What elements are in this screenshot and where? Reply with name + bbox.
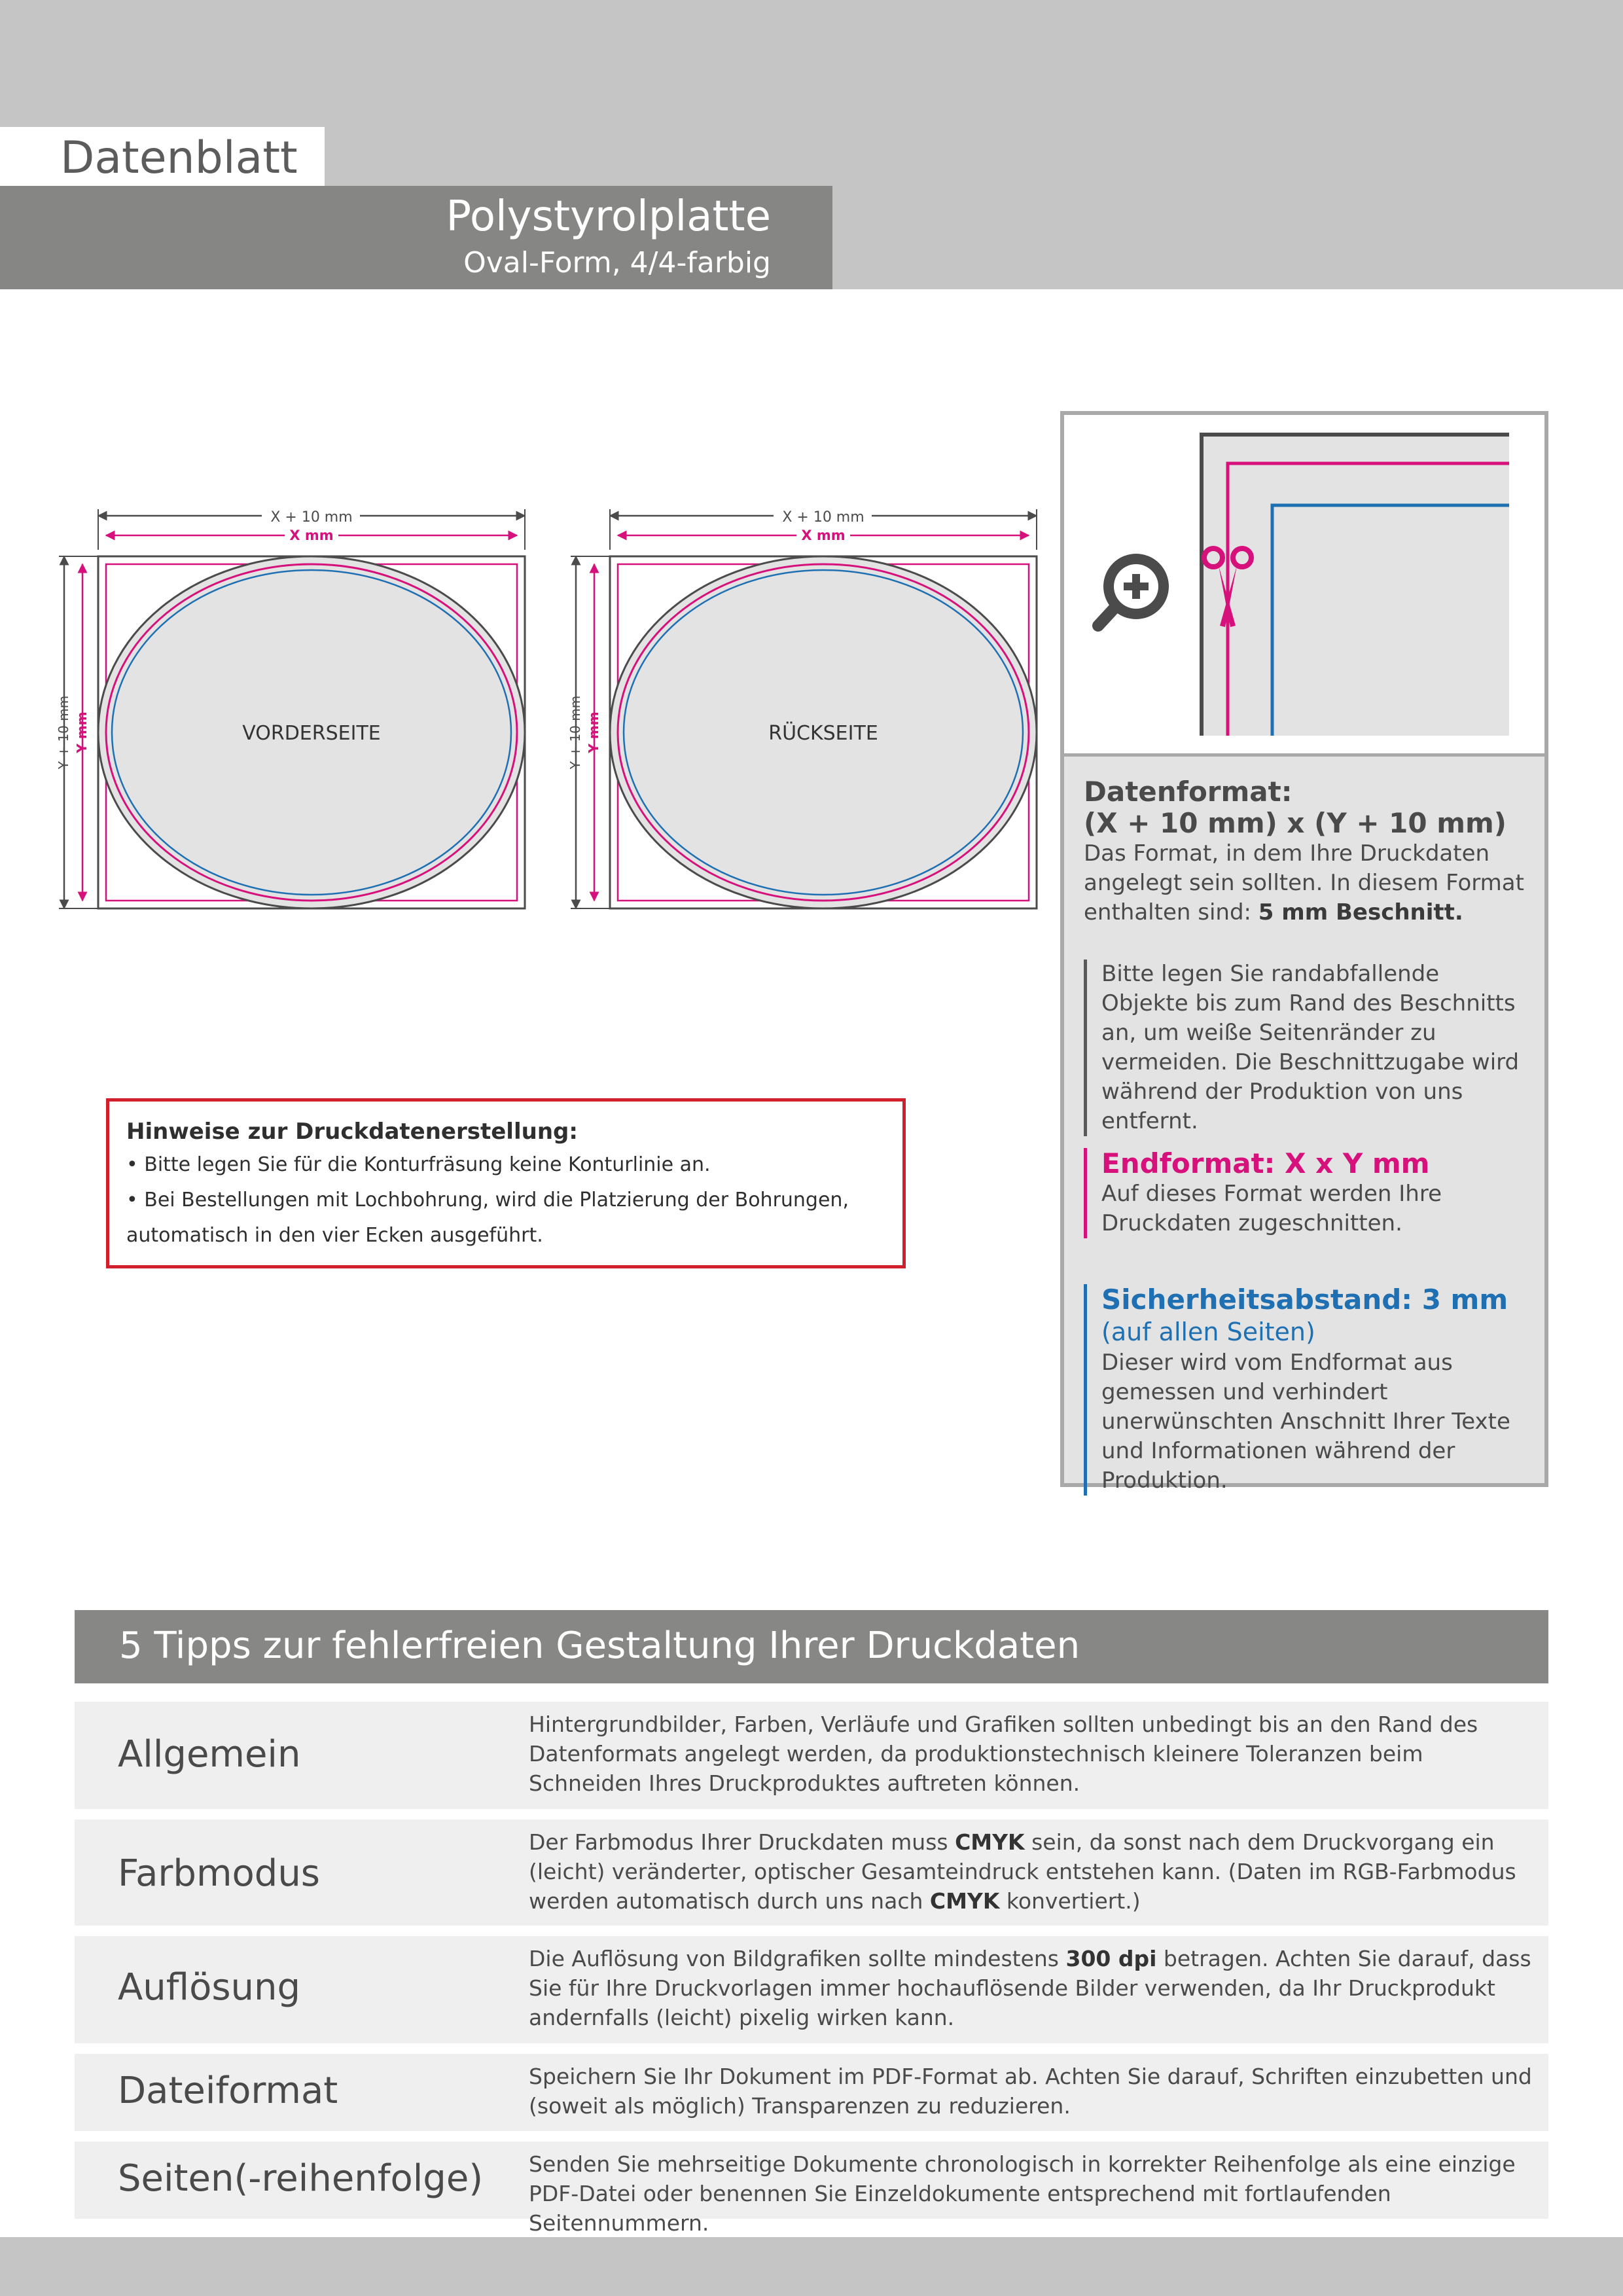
back-side-diagram <box>567 507 1037 908</box>
tip-row-aufloesung <box>75 1936 1548 2043</box>
tip-text-farbmodus: Der Farbmodus Ihrer Druckdaten muss CMYK sein, da sonst nach dem Druckvorgang ein (leicht) veränderter, optischer Gesamteindruck entstehen kann. (Daten im RGB-Farbmodus werden automatisch durch uns nach CMYK konvertiert.) <box>529 1829 1516 1914</box>
back-label-inner-width: X mm <box>801 528 846 543</box>
bleed-amount: 5 mm Beschnitt. <box>1258 899 1463 925</box>
front-label-outer-width: X + 10 mm <box>270 509 353 526</box>
safety-section <box>1084 1284 1529 1496</box>
tip-text-aufloesung: Die Auflösung von Bildgrafiken sollte mindestens 300 dpi betragen. Achten Sie darauf, dass Sie für Ihre Druckvorlagen immer hochauflösende Bilder verwenden, da Ihr Druckprodukt andernfalls (leicht) pixelig wirken kann. <box>529 1946 1531 2030</box>
format-info-box <box>1060 411 1548 1494</box>
tips-header <box>75 1610 1548 1683</box>
back-label-outer-width: X + 10 mm <box>782 509 865 526</box>
datenformat-text: Das Format, in dem Ihre Druckdaten angelegt sein sollten. In diesem Format enthalten sind: 5 mm Beschnitt. <box>1084 840 1524 925</box>
bleed-text: Bitte legen Sie randabfallende Objekte bis zum Rand des Beschnitts an, um weiße Seitenränder zu vermeiden. Die Beschnittzugabe wird während der Produktion von uns entfernt. <box>1101 961 1520 1134</box>
bleed-section <box>1084 960 1529 1136</box>
print-notes-box <box>106 1098 906 1268</box>
front-side-label: VORDERSEITE <box>242 722 381 745</box>
zoom-detail <box>1064 415 1544 757</box>
endformat-title: Endformat: X x Y mm <box>1101 1147 1430 1179</box>
endformat-section <box>1084 1148 1529 1238</box>
front-side-diagram <box>56 507 525 908</box>
datenformat-section <box>1084 776 1529 927</box>
front-label-inner-width: X mm <box>289 528 334 543</box>
footer-band <box>0 2237 1623 2296</box>
back-label-inner-height: Y mm <box>586 711 601 753</box>
datenformat-formula: (X + 10 mm) x (Y + 10 mm) <box>1084 807 1507 839</box>
product-subtitle: Oval-Form, 4/4-farbig <box>463 246 771 279</box>
back-label-outer-height: Y + 10 mm <box>567 695 583 770</box>
zoom-plus-icon <box>1098 554 1169 626</box>
tip-text-dateiformat: Speichern Sie Ihr Dokument im PDF-Format ab. Achten Sie darauf, Schriften einzubetten und (soweit als möglich) Transparenzen zu reduzieren. <box>529 2064 1532 2119</box>
sheet-label: Datenblatt <box>60 132 298 184</box>
front-label-outer-height: Y + 10 mm <box>56 695 71 770</box>
print-note-1: • Bitte legen Sie für die Konturfräsung keine Konturlinie an. <box>126 1153 711 1176</box>
tip-name-allgemein: Allgemein <box>118 1733 301 1776</box>
tip-row-dateiformat <box>75 2054 1548 2131</box>
tip-row-seiten <box>75 2142 1548 2236</box>
safety-title: Sicherheitsabstand: 3 mm <box>1101 1283 1508 1316</box>
print-note-2-cont: automatisch in den vier Ecken ausgeführt. <box>126 1224 543 1247</box>
tip-text-allgemein: Hintergrundbilder, Farben, Verläufe und Grafiken sollten unbedingt bis an den Rand des Datenformats angelegt werden, da produktionstechnisch kleinere Toleranzen beim Schneiden Ihres Druckproduktes auftreten können. <box>529 1712 1478 1796</box>
safety-subtitle: (auf allen Seiten) <box>1101 1318 1315 1346</box>
tip-row-allgemein <box>75 1702 1548 1809</box>
bleed-detail-graphic <box>1064 415 1544 753</box>
tip-name-seiten: Seiten(-reihenfolge) <box>118 2157 484 2200</box>
product-band <box>0 186 832 289</box>
product-title: Polystyrolplatte <box>446 192 771 241</box>
safety-text: Dieser wird vom Endformat aus gemessen und verhindert unerwünschten Anschnitt Ihrer Texte und Informationen während der Produktion. <box>1101 1350 1510 1494</box>
sheet-label-tab <box>0 127 325 186</box>
tip-name-aufloesung: Auflösung <box>118 1966 301 2009</box>
datenformat-title: Datenformat: <box>1084 776 1293 808</box>
oval-format-diagram <box>52 504 1047 923</box>
tip-name-dateiformat: Dateiformat <box>118 2070 338 2112</box>
tip-name-farbmodus: Farbmodus <box>118 1852 320 1895</box>
endformat-text: Auf dieses Format werden Ihre Druckdaten zugeschnitten. <box>1101 1181 1442 1236</box>
print-note-2: • Bei Bestellungen mit Lochbohrung, wird die Platzierung der Bohrungen, <box>126 1189 849 1211</box>
tip-text-seiten: Senden Sie mehrseitige Dokumente chronologisch in korrekter Reihenfolge als eine einzige PDF-Datei oder benennen Sie Einzeldokumente entsprechend mit fortlaufenden Seitennummern. <box>529 2151 1516 2236</box>
back-side-label: RÜCKSEITE <box>768 722 878 745</box>
tip-row-farbmodus <box>75 1820 1548 1926</box>
tips-title: 5 Tipps zur fehlerfreien Gestaltung Ihrer Druckdaten <box>119 1624 1080 1667</box>
front-label-inner-height: Y mm <box>74 711 90 753</box>
print-notes-title: Hinweise zur Druckdatenerstellung: <box>126 1119 578 1145</box>
